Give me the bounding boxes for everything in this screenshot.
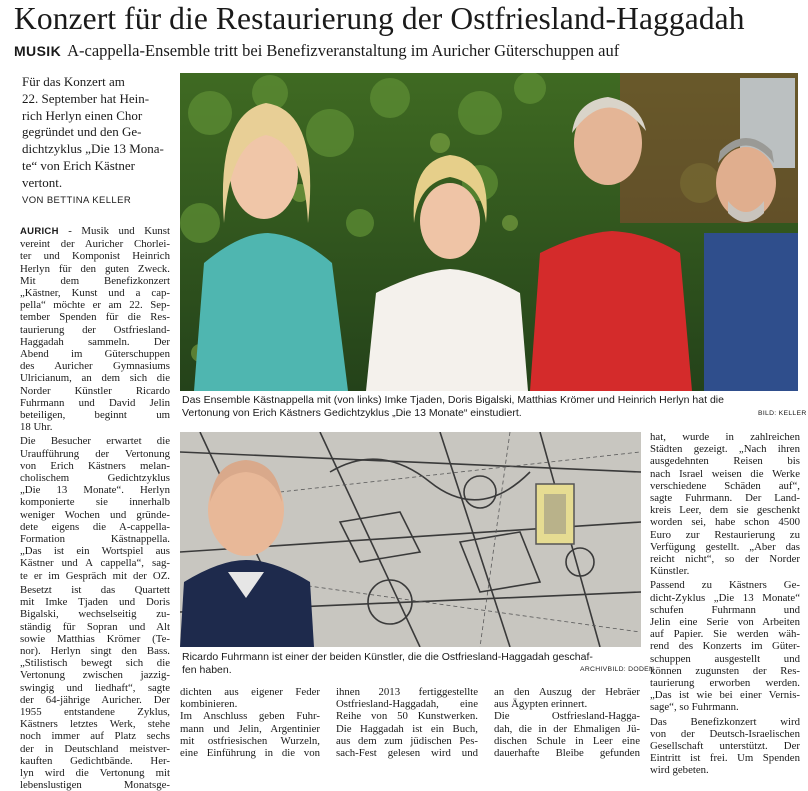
text-line: Uraufführung der Vertonung <box>20 447 170 460</box>
text-line: Das Benefizkonzert wird <box>650 715 800 728</box>
text-line: aus dem zum jüdischen Pes- <box>336 734 478 747</box>
text-line: kombinieren. <box>180 698 238 711</box>
headline: Konzert für die Restaurierung der Ostfriesland-Haggadah <box>14 1 745 36</box>
text-line: pella“ möchte er am 22. Sep- <box>20 299 170 312</box>
text-line: mit ostfriesischen Wurzeln, <box>180 734 320 747</box>
text-line: tember Spenden für die Res- <box>20 311 170 324</box>
text-line: nor). Herlyn singt den Bass. <box>20 644 170 657</box>
ensemble-photo-caption <box>182 394 724 419</box>
text-line: mann und Jelin, Argentinier <box>180 722 320 735</box>
bottom2-lines <box>336 686 478 759</box>
text-line: 1955 entstandene Zyklus, <box>20 705 170 718</box>
text-line: rend des Konzerts im Güter- <box>650 640 800 653</box>
text-line: te er im Gespräch mit der OZ. <box>20 569 170 582</box>
text-line: dete eigens die A-cappella- <box>20 520 170 533</box>
text-line: Die Besucher erwartet die <box>20 435 170 448</box>
text-line: „Stilistisch bewegt sich die <box>20 657 170 670</box>
teaser-line: gegründet und den Ge- <box>22 124 142 140</box>
teaser-line: vertont. <box>22 174 63 190</box>
text-line: worden sei, habe schon 4500 <box>650 516 800 529</box>
ensemble-photo-image <box>180 73 798 391</box>
teaser-line: te“ von Erich Kästner <box>22 157 135 173</box>
text-line: taurierung erworben werden. <box>650 677 800 690</box>
text-line: Die Ostfriesland-Hagga- <box>494 710 640 723</box>
text-line: lebenslustigen Monatsge- <box>20 779 170 791</box>
text-line: Fuhrmann und David Jelin <box>20 396 170 409</box>
text-line: „Das ist ein Wortspiel aus <box>20 545 170 558</box>
text-line: aus Ägypten erinnert. <box>494 698 588 711</box>
subheadline <box>14 41 804 61</box>
text-line: „Die 13 Monate“. Herlyn <box>20 484 170 497</box>
text-line: beteiligen, beginnt um <box>20 409 170 422</box>
text-line: dicht-Zyklus „Die 13 Monate“ <box>650 591 800 604</box>
text-line: Haggadah sammeln. Der <box>20 335 170 348</box>
text-line: Herlyn für den guten Zweck. <box>20 262 170 275</box>
text-line: sach-Fest gelesen wird und <box>336 747 478 760</box>
lead-text: - Musik und Kunst <box>58 225 170 237</box>
text-line: Mit dem Benefizkonzert <box>20 274 170 287</box>
text-line: Euro zur Restaurierung zu <box>650 528 800 541</box>
ensemble-photo-credit: BILD: KELLER <box>758 410 807 417</box>
subheadline-text: A-cappella-Ensemble tritt bei Benefizveranstaltung im Auricher Güterschuppen auf <box>67 41 620 60</box>
text-line: des Auricher Gymnasiums <box>20 360 170 373</box>
bottom3-lines <box>494 686 640 759</box>
text-line: dischen Schule in Leer eine <box>494 734 640 747</box>
text-line: mit Imke Tjaden und Doris <box>20 596 170 609</box>
caption-line: Vertonung von Erich Kästners Gedichtzyklus „Die 13 Monate“ einstudiert. <box>182 406 522 419</box>
text-line: kreis Leer, dem sie geschenkt <box>650 504 800 517</box>
text-line: Kästners letztes Werk, stehe <box>20 718 170 731</box>
text-line: reicht nicht“, so der Norder <box>650 553 800 566</box>
text-line: 18 Uhr. <box>20 421 53 434</box>
artist-photo-image <box>180 432 641 647</box>
article-column-right <box>650 431 800 777</box>
text-line: sowie Matthias Krömer (Te- <box>20 632 170 645</box>
teaser <box>22 74 172 192</box>
col1-lines <box>20 238 170 791</box>
teaser-line: Für das Konzert am <box>22 74 125 89</box>
text-line: Vertonung zwischen jazzig- <box>20 669 170 682</box>
text-line: Verfügung gestellt. „Aber das <box>650 540 800 553</box>
text-line: wird gebeten. <box>650 764 709 777</box>
text-line: Gesellschaft unterstützt. Der <box>650 740 800 753</box>
text-line: nach Israel weisen die Werke <box>650 467 800 480</box>
teaser-line: rich Herlyn einen Chor <box>22 107 143 123</box>
text-line: verschiedene Schäden auf“, <box>650 479 800 492</box>
article-column-bottom-1 <box>180 686 320 759</box>
byline: VON BETTINA KELLER <box>22 195 132 206</box>
text-line: von der Deutsch-Israelischen <box>650 727 800 740</box>
text-line: ihnen 2013 fertiggestellte <box>336 686 478 698</box>
text-line: swingig und liedhaft“, sagte <box>20 681 170 694</box>
text-line: taurierung der Ostfriesland- <box>20 323 170 336</box>
text-line: können zugunsten der Res- <box>650 664 800 677</box>
bottom1-lines <box>180 686 320 759</box>
text-line: Norder Künstler Ricardo <box>20 384 170 397</box>
text-line: ausgedehnten Reisen bis <box>650 455 800 468</box>
text-line: Im Anschluss geben Fuhr- <box>180 710 320 723</box>
text-line: Formation Kästnappella. <box>20 533 170 546</box>
text-line: der in Deutschland meistver- <box>20 742 170 755</box>
text-line: Kästner und A cappella“, sag- <box>20 557 170 570</box>
text-line: sage“, so Fuhrmann. <box>650 701 739 714</box>
text-line: Ostfriesland-Haggadah, eine <box>336 698 478 711</box>
text-line: eine Einführung in die von <box>180 747 320 760</box>
text-line: Passend zu Kästners Ge- <box>650 579 800 592</box>
artist-photo-credit: ARCHIVBILD: DODEN <box>580 666 655 673</box>
text-line: Reihe von 50 Kunstwerken. <box>336 710 478 723</box>
text-line: vereint der Auricher Chorlei- <box>20 238 170 251</box>
text-line: komponierte sie innerhalb <box>20 496 170 509</box>
text-line: Künstler. <box>650 565 690 578</box>
text-line: ständig für Sopran und Alt <box>20 620 170 633</box>
text-line: dichten aus eigener Feder <box>180 686 320 698</box>
artist-photo <box>180 432 641 647</box>
text-line: Eintritt ist frei. Um Spenden <box>650 752 800 765</box>
text-line: auf Papier. Sie werden wäh- <box>650 628 800 641</box>
text-line: Städten gezeigt. „Nach ihren <box>650 443 800 456</box>
text-line: noch immer auf Platz sechs <box>20 730 170 743</box>
text-line: lyn wird die Vertonung mit <box>20 766 170 779</box>
text-line: cholischem Gedichtzyklus <box>20 472 170 485</box>
text-line: Ulricianum, an dem sich die <box>20 372 170 385</box>
teaser-line: dichtzyklus „Die 13 Mona- <box>22 141 164 157</box>
teaser-line: 22. September hat Hein- <box>22 90 150 106</box>
text-line: „Kästner, Kunst und a cap- <box>20 287 170 300</box>
col-right-lines <box>650 431 800 777</box>
article-column-bottom-2 <box>336 686 478 759</box>
caption-line: fen haben. <box>182 663 232 676</box>
text-line: hat, wurde in zahlreichen <box>650 431 800 443</box>
text-line: Besetzt ist das Quartett <box>20 583 170 596</box>
caption-line: Das Ensemble Kästnappella mit (von links) Imke Tjaden, Doris Bigalski, Matthias Krömer und Heinrich Herlyn hat die <box>182 394 724 406</box>
caption-line: Ricardo Fuhrmann ist einer der beiden Künstler, die die Ostfriesland-Haggadah geschaf- <box>182 651 593 663</box>
text-line: sagte Fuhrmann. Der Land- <box>650 492 800 505</box>
article-column-left <box>20 225 170 791</box>
text-line: Jelin eine Serie von Arbeiten <box>650 616 800 629</box>
text-line: Abend im Güterschuppen <box>20 348 170 361</box>
text-line: von Erich Kästners melan- <box>20 459 170 472</box>
text-line: dauerhafte Bleibe gefunden <box>494 747 640 760</box>
text-line: der 64-jährige Auricher. Der <box>20 693 170 706</box>
text-line: Die Haggadah ist ein Buch, <box>336 722 478 735</box>
text-line: weniger Wochen und gründe- <box>20 508 170 521</box>
text-line: ter und Komponist Heinrich <box>20 250 170 263</box>
text-line: kauften Gedichtbände. Her- <box>20 754 170 767</box>
article-column-bottom-3 <box>494 686 640 759</box>
text-line: schuppen ausgestellt und <box>650 652 800 665</box>
text-line: dah, die in der Ehmaligen Jü- <box>494 722 640 735</box>
artist-photo-caption <box>182 651 593 676</box>
text-line: „Das ist wie bei einer Vernis- <box>650 689 800 702</box>
ensemble-photo <box>180 73 798 391</box>
rubric-label: MUSIK <box>14 43 62 59</box>
text-line: Bigalski, wechselseitig zu- <box>20 608 170 621</box>
text-line: schufen Fuhrmann und <box>650 603 800 616</box>
text-line: an den Auszug der Hebräer <box>494 686 640 698</box>
dateline-place: AURICH <box>20 226 59 237</box>
lead-line <box>20 225 170 238</box>
